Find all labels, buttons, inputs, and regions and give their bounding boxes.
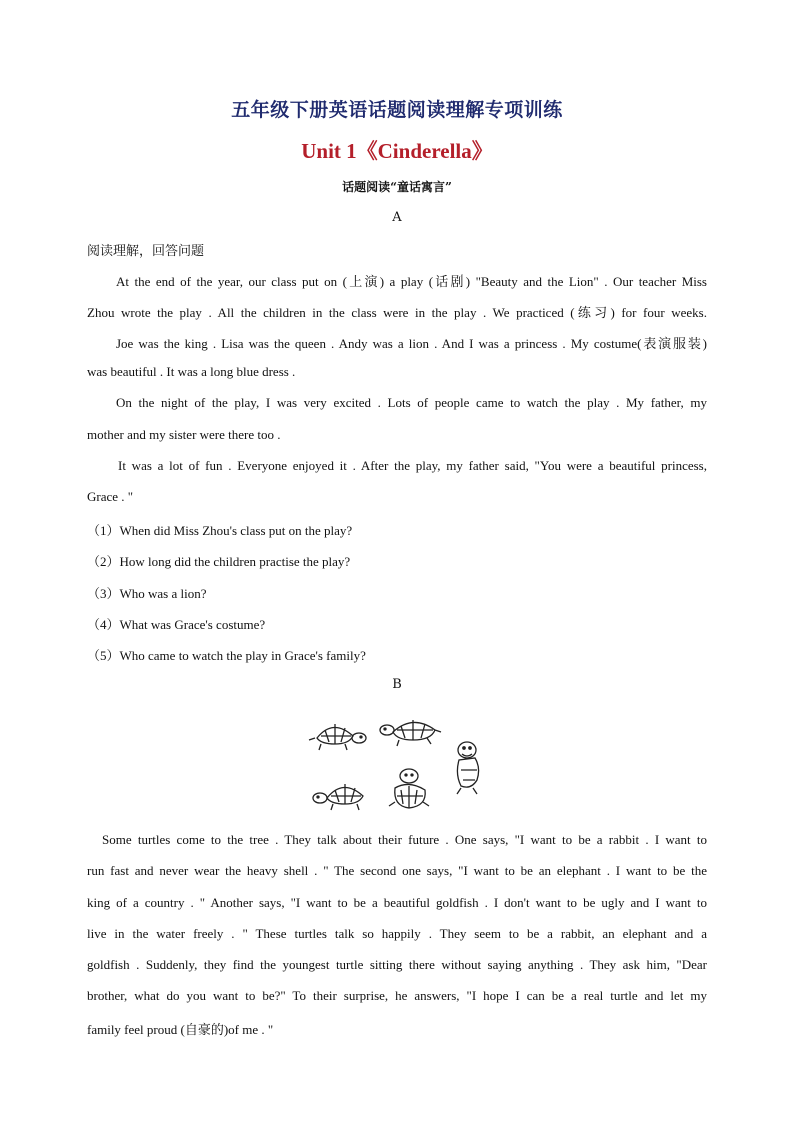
passage-a-line: On the night of the play, I was very excited . Lots of people came to watch the play . My father, my: [116, 395, 707, 410]
section-b-label: B: [392, 677, 402, 692]
passage-a-line: Grace . ": [87, 489, 134, 504]
passage-b-line: brother, what do you want to be?" To their surprise, he answers, "I hope I can be a real turtle and let my: [87, 988, 707, 1003]
turtle-icon: [309, 724, 366, 750]
passage-a-line: mother and my sister were there too .: [87, 427, 281, 442]
question: （5）Who came to watch the play in Grace's family?: [87, 648, 366, 663]
turtle-icon: [457, 742, 479, 794]
passage-b-line: live in the water freely . " These turtles talk so happily . They seem to be a rabbit, an elephant and a: [87, 926, 707, 941]
turtle-icon: [313, 784, 363, 810]
passage-a-line: At the end of the year, our class put on (上演) a play (话剧) "Beauty and the Lion" . Our teacher Miss: [116, 274, 707, 289]
passage-b-line: run fast and never wear the heavy shell . " The second one says, "I want to be an elephant . I want to be the: [87, 863, 707, 878]
turtle-icon: [389, 769, 429, 808]
question: （4）What was Grace's costume?: [87, 617, 266, 632]
passage-a-line: was beautiful . It was a long blue dress .: [87, 364, 296, 379]
question: （1）When did Miss Zhou's class put on the play?: [87, 523, 353, 538]
unit-title: Unit 1《Cinderella》: [301, 139, 493, 163]
passage-b-line: family feel proud (自豪的)of me . ": [87, 1022, 274, 1037]
passage-b-line: Some turtles come to the tree . They talk about their future . One says, "I want to be a rabbit . I want to: [102, 832, 707, 847]
passage-b-line: king of a country . " Another says, "I want to be a beautiful goldfish . I don't want to be ugly and I want to: [87, 895, 707, 910]
passage-b-line: goldfish . Suddenly, they find the youngest turtle sitting there without saying anything . They ask him, "Dear: [87, 957, 707, 972]
page-title: 五年级下册英语话题阅读理解专项训练: [231, 99, 563, 121]
question: （2）How long did the children practise the play?: [87, 554, 351, 569]
turtle-icon: [380, 720, 441, 746]
section-a-label: A: [392, 210, 402, 225]
turtles-illustration: [305, 710, 495, 815]
question: （3）Who was a lion?: [87, 586, 207, 601]
topic-heading: 话题阅读“童话寓言”: [342, 180, 452, 194]
passage-a-line: Joe was the king . Lisa was the queen . Andy was a lion . And I was a princess . My costume(表演服装): [116, 336, 707, 351]
passage-a-line: It was a lot of fun . Everyone enjoyed it . After the play, my father said, "You were a beautiful princess,: [118, 458, 707, 473]
passage-a-line: Zhou wrote the play . All the children in the class were in the play . We practiced (练习) for four weeks.: [87, 305, 707, 320]
instruction: 阅读理解，回答问题: [87, 244, 205, 259]
